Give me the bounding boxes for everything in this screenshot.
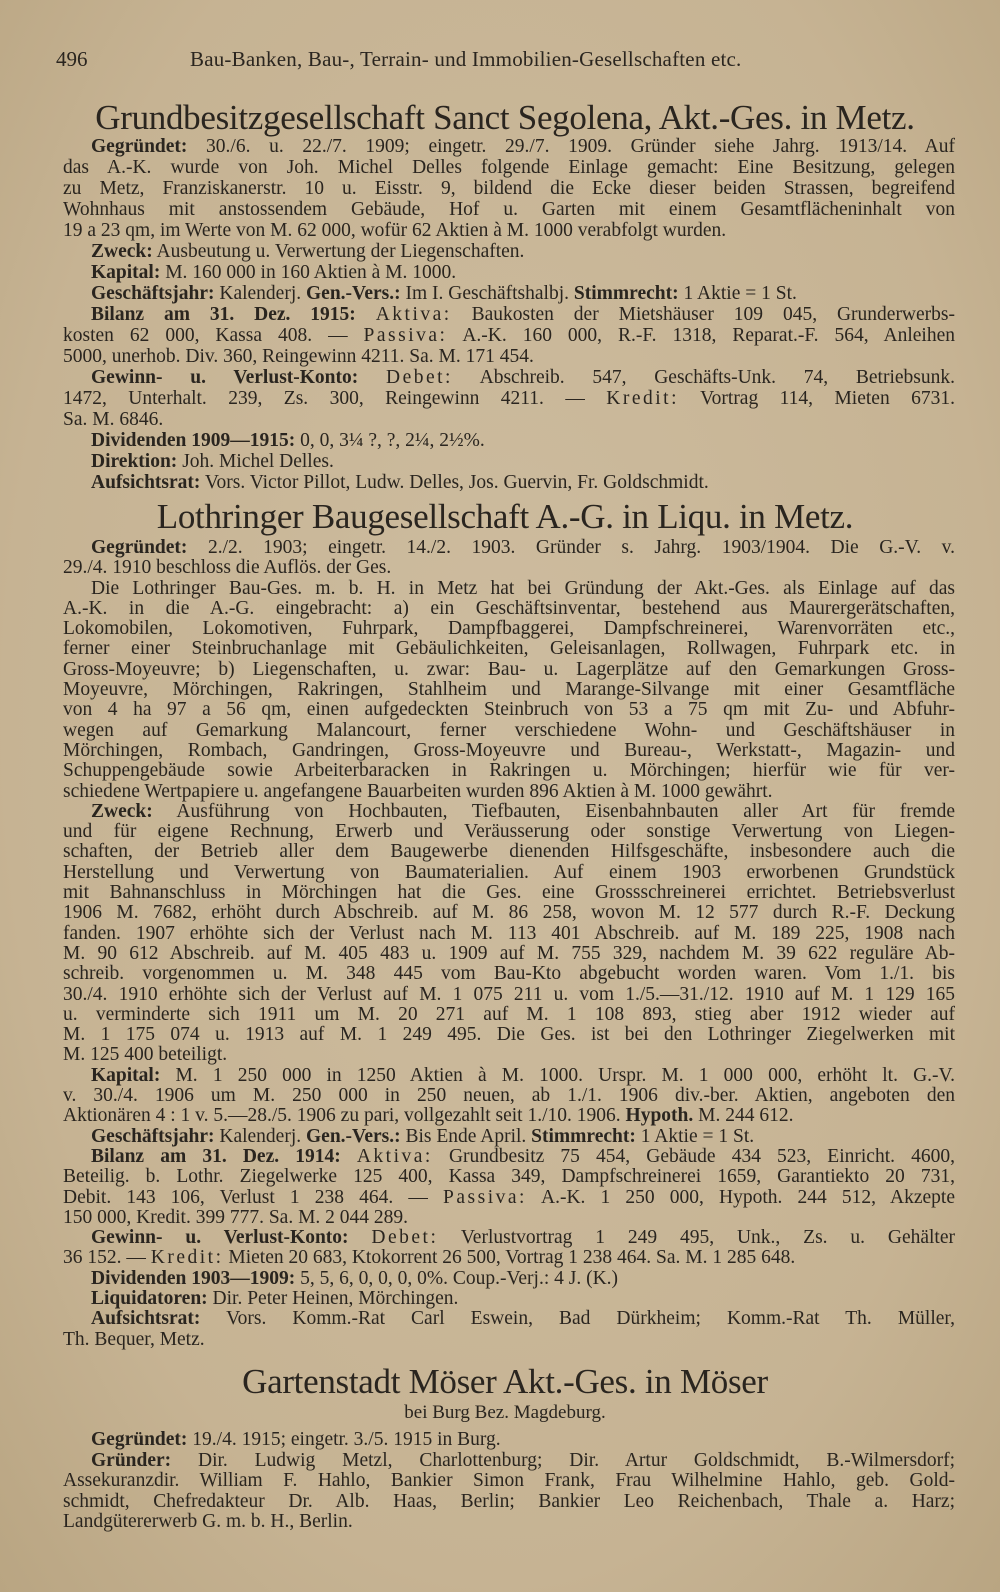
bold-label: Gewinn- u. Verlust-Konto: [91, 1227, 349, 1249]
text-segment [349, 1227, 372, 1248]
text-segment: Beteilig. b. Lothr. Ziegelwerke 125 400, Kassa 349, Dampfschreinerei 1659, Garantiekto 20 731, [63, 1166, 955, 1188]
text-line [63, 1025, 955, 1045]
bold-label: Geschäftsjahr: [91, 283, 215, 304]
text-line [63, 1188, 955, 1208]
text-line [63, 1127, 955, 1147]
text-line [63, 325, 955, 346]
text-line [63, 367, 955, 388]
text-line [63, 599, 955, 619]
paragraph [63, 430, 955, 451]
bold-label: Aufsichtsrat: [91, 1308, 201, 1330]
text-segment: M. 90 612 Abschreib. auf M. 405 483 u. 1909 auf M. 755 329, nachdem M. 39 622 reguläre Ab- [63, 942, 955, 964]
paragraph [63, 1269, 955, 1289]
bold-label: Bilanz am 31. Dez. 1915: [91, 304, 356, 325]
text-segment: ferner einer Steinbruchanlage mit Gebäulichkeiten, Geleisanlagen, Rollwagen, Fuhrpark etc. in [63, 638, 955, 660]
bold-label: Gegründet: [91, 537, 188, 558]
text-segment: fanden. 1907 erhöhte sich der Verlust nach M. 113 401 Abschreib. auf M. 189 225, 1908 nach [63, 922, 955, 944]
bold-label: Hypoth. [625, 1105, 694, 1127]
text-line [63, 782, 955, 802]
text-line [63, 741, 955, 761]
text-segment: A.-K. 160 000, R.-F. 1318, Reparat.-F. 564, Anleihen [447, 325, 955, 346]
text-segment: Aktionären 4 : 1 v. 5.—28./5. 1906 zu pari, vollgezahlt seit 1./10. 1906. [63, 1105, 626, 1127]
entry-body-segolena [63, 136, 955, 493]
text-segment: schreib. vorgenommen u. M. 348 445 vom Bau-Kto abgebucht worden waren. Vom 1./1. bis [63, 963, 955, 985]
paragraph [63, 1430, 955, 1451]
text-segment: von 4 ha 97 a 56 qm, einen aufgedeckten Steinbruch von 53 a 75 qm mit Zu- und Abfuhr- [63, 699, 955, 721]
text-segment: Abschreib. 547, Geschäfts-Unk. 74, Betriebsunk. [452, 367, 955, 388]
bold-label: Gegründet: [91, 1429, 188, 1450]
text-line [63, 1269, 955, 1289]
text-segment: Mörchingen, Rombach, Gandringen, Gross-Moyeuvre und Bureau-, Werkstatt-, Magazin- und [63, 739, 955, 761]
paragraph [63, 802, 955, 1066]
text-line [63, 136, 955, 157]
paragraph [63, 1228, 955, 1269]
text-line [63, 944, 955, 964]
entry-title-segolena: Grundbesitzgesellschaft Sanct Segolena, Akt.-Ges. in Metz. [95, 98, 915, 137]
paragraph [63, 472, 955, 493]
paragraph [63, 367, 955, 430]
text-segment: 29./4. 1910 beschloss die Auflös. der Ges. [63, 557, 392, 579]
spaced-label: Aktiva: [375, 304, 452, 325]
bold-label: Gegründet: [91, 136, 188, 157]
text-line [63, 1492, 955, 1513]
text-segment: 1 Aktie = 1 St. [635, 1125, 755, 1147]
text-line [63, 924, 955, 944]
text-line [63, 1208, 955, 1228]
text-line [63, 346, 955, 367]
text-segment: 1906 M. 7682, erhöht durch Abschreib. auf M. 86 258, wovon M. 12 577 durch R.-F. Deckung [63, 902, 955, 924]
paragraph [63, 451, 955, 472]
paragraph [63, 241, 955, 262]
text-segment: M. 1 250 000 in 1250 Aktien à M. 1000. Urspr. M. 1 000 000, erhöht lt. G.-V. [160, 1064, 955, 1086]
text-segment: Dir. Peter Heinen, Mörchingen. [207, 1287, 459, 1309]
text-line [63, 220, 955, 241]
spaced-label: Passiva: [363, 325, 448, 346]
text-line [63, 262, 955, 283]
text-line [63, 1289, 955, 1309]
text-line [63, 1147, 955, 1167]
text-line [63, 304, 955, 325]
bold-label: Dividenden 1909—1915: [91, 430, 296, 451]
paragraph [63, 1147, 955, 1228]
text-line [63, 157, 955, 178]
paragraph [63, 1309, 955, 1350]
paragraph [63, 1451, 955, 1533]
text-line [63, 1228, 955, 1248]
text-segment: Ausführung von Hochbauten, Tiefbauten, Eisenbahnbauten aller Art für fremde [152, 800, 955, 822]
text-segment: schiedene Wertpapiere u. angefangene Bauarbeiten wurden 896 Aktien à M. 1000 gewährt. [63, 780, 773, 802]
text-line [63, 1005, 955, 1025]
paragraph [63, 1127, 955, 1147]
text-segment: Kalenderj. [214, 283, 306, 304]
text-segment: Mieten 20 683, Ktokorrent 26 500, Vortrag 1 238 464. Sa. M. 1 285 648. [223, 1247, 796, 1269]
entry-title-gartenstadt: Gartenstadt Möser Akt.-Ges. in Möser [242, 1362, 768, 1401]
spaced-label: Debet: [386, 367, 453, 388]
text-segment: 5, 5, 6, 0, 0, 0, 0%. Coup.-Verj.: 4 J. (K.) [295, 1267, 619, 1289]
bold-label: Aufsichtsrat: [91, 472, 201, 493]
text-line [63, 903, 955, 923]
text-line [63, 579, 955, 599]
text-segment: Sa. M. 6846. [63, 409, 164, 430]
text-line [63, 863, 955, 883]
text-line [63, 822, 955, 842]
text-segment: zu Metz, Franziskanerstr. 10 u. Eisstr. 9, bildend die Ecke dieser beiden Strassen, begreifend [63, 178, 955, 199]
text-segment: Verlustvortrag 1 249 495, Unk., Zs. u. Gehälter [438, 1227, 955, 1249]
text-segment: Moyeuvre, Mörchingen, Rakringen, Stahlheim und Marange-Silvange mit einer Gesamtfläche [63, 679, 955, 701]
bold-label: Kapital: [91, 1064, 161, 1086]
text-segment: M. 125 400 beteiligt. [63, 1044, 228, 1066]
text-segment: Assekuranzdir. William F. Hahlo, Bankier Simon Frank, Frau Wilhelmine Hahlo, geb. Gold- [63, 1470, 955, 1491]
text-segment: 36 152. — [63, 1247, 151, 1269]
text-line [63, 409, 955, 430]
text-line [63, 199, 955, 220]
text-segment: Debit. 143 106, Verlust 1 238 464. — [63, 1186, 444, 1208]
text-segment: Kalenderj. [214, 1125, 306, 1147]
text-segment: 0, 0, 3¼ ?, ?, 2¼, 2½%. [295, 430, 485, 451]
text-segment: Dir. Ludwig Metzl, Charlottenburg; Dir. Artur Goldschmidt, B.-Wilmersdorf; [171, 1449, 955, 1471]
text-line [63, 1167, 955, 1187]
text-line [63, 388, 955, 409]
paragraph [63, 304, 955, 367]
paragraph [63, 262, 955, 283]
text-segment: A.-K. in die A.-G. eingebracht: a) ein Geschäftsinventar, bestehend aus Maurergerätschaften, [63, 597, 955, 619]
text-segment: Im I. Geschäftshalbj. [400, 283, 574, 304]
text-segment: mit Bahnanschluss in Mörchingen hat die Ges. eine Grossschreinerei errichtet. Betriebsverlust [63, 882, 955, 904]
text-segment: 30./6. u. 22./7. 1909; eingetr. 29./7. 1909. Gründer siehe Jahrg. 1913/14. Auf [187, 136, 955, 157]
running-head: Bau-Banken, Bau-, Terrain- und Immobilien-Gesellschaften etc. [190, 47, 742, 71]
bold-label: Zweck: [91, 800, 153, 822]
text-segment: 5000, unerhob. Div. 360, Reingewinn 4211. Sa. M. 171 454. [63, 346, 534, 367]
spaced-label: Aktiva: [356, 1145, 433, 1167]
spaced-label: Debet: [371, 1227, 439, 1249]
text-segment: 1 Aktie = 1 St. [678, 283, 797, 304]
text-segment [341, 1146, 357, 1167]
text-segment: 150 000, Kredit. 399 777. Sa. M. 2 044 289. [63, 1206, 409, 1228]
text-segment: u. verminderte sich 1911 um M. 20 271 auf M. 1 108 893, stieg aber 1912 wieder auf [63, 1003, 955, 1025]
text-segment: Vors. Victor Pillot, Ludw. Delles, Jos. Guervin, Fr. Goldschmidt. [200, 472, 709, 493]
text-segment: A.-K. 1 250 000, Hypoth. 244 512, Akzepte [526, 1186, 955, 1208]
text-segment: 19 a 23 qm, im Werte von M. 62 000, wofür 62 Aktien à M. 1000 verabfolgt wurden. [63, 220, 727, 241]
text-segment [358, 367, 386, 388]
bold-label: Geschäftsjahr: [91, 1125, 215, 1147]
spaced-label: Kredit: [606, 388, 680, 409]
text-segment: Gross-Moyeuvre; b) Liegenschaften, u. zwar: Bau- u. Lagerplätze auf den Gemarkungen Gross- [63, 658, 955, 680]
bold-label: Gen.-Vers.: [306, 1125, 401, 1147]
text-line [63, 761, 955, 781]
text-segment: Baukosten der Mietshäuser 109 045, Grunderwerbs- [451, 304, 955, 325]
spaced-label: Kredit: [150, 1247, 224, 1269]
text-segment: Bis Ende April. [400, 1125, 532, 1147]
text-line [63, 178, 955, 199]
spaced-label: Passiva: [443, 1186, 527, 1208]
bold-label: Gewinn- u. Verlust-Konto: [91, 367, 359, 388]
text-segment: Vors. Komm.-Rat Carl Eswein, Bad Dürkheim; Komm.-Rat Th. Müller, [200, 1308, 955, 1330]
text-segment: kosten 62 000, Kassa 408. — [63, 325, 364, 346]
entry-body-lothringer [63, 538, 955, 1350]
text-line [63, 1086, 955, 1106]
text-segment: M. 160 000 in 160 Aktien à M. 1000. [160, 262, 457, 283]
paragraph [63, 579, 955, 802]
text-line [63, 802, 955, 822]
bold-label: Direktion: [91, 451, 178, 472]
text-line [63, 1430, 955, 1451]
text-line [63, 558, 955, 578]
text-segment: v. 30./4. 1906 um M. 250 000 in 250 neuen, ab 1./1. 1906 div.-ber. Aktien, angeboten den [63, 1085, 955, 1107]
text-line [63, 639, 955, 659]
text-line [63, 964, 955, 984]
text-segment: Schuppengebäude sowie Arbeiterbaracken in Rakringen u. Mörchingen; hierfür wie für ver- [63, 760, 955, 782]
entry-subtitle-gartenstadt: bei Burg Bez. Magdeburg. [404, 1402, 606, 1423]
bold-label: Dividenden 1903—1909: [91, 1267, 296, 1289]
text-line [63, 1106, 955, 1126]
text-segment: M. 1 175 074 u. 1913 auf M. 1 249 495. Die Ges. ist bei den Lothringer Ziegelwerken mit [63, 1024, 955, 1046]
text-line [63, 283, 955, 304]
bold-label: Bilanz am 31. Dez. 1914: [91, 1145, 341, 1167]
paragraph [63, 1289, 955, 1309]
text-segment: schaften, der Betrieb aller dem Baugewerbe dienenden Hilfsgeschäfte, insbesondere auch die [63, 841, 955, 863]
bold-label: Stimmrecht: [573, 283, 679, 304]
text-line [63, 700, 955, 720]
text-line [63, 430, 955, 451]
paragraph [63, 538, 955, 579]
bold-label: Stimmrecht: [531, 1125, 636, 1147]
text-line [63, 1309, 955, 1329]
text-line [63, 619, 955, 639]
text-line [63, 1248, 955, 1268]
text-segment: Vortrag 114, Mieten 6731. [679, 388, 955, 409]
text-segment: schmidt, Chefredakteur Dr. Alb. Haas, Berlin; Bankier Leo Reichenbach, Thale a. Harz; [63, 1490, 955, 1512]
text-segment: das A.-K. wurde von Joh. Michel Delles folgende Einlage gemacht: Eine Besitzung, gelegen [63, 157, 955, 178]
text-segment: Herstellung und Verwertung von Baumaterialien. Auf einem 1903 erworbenen Grundstück [63, 861, 955, 883]
text-line [63, 451, 955, 472]
text-line [63, 1330, 955, 1350]
paragraph [63, 136, 955, 241]
bold-label: Zweck: [91, 241, 153, 262]
text-segment: Die Lothringer Bau-Ges. m. b. H. in Metz hat bei Gründung der Akt.-Ges. als Einlage auf das [91, 577, 955, 599]
text-segment: Lokomobilen, Lokomotiven, Fuhrpark, Dampfbaggerei, Dampfschreinerei, Warenvorräten etc., [63, 618, 955, 640]
text-line [63, 1045, 955, 1065]
text-segment: Th. Bequer, Metz. [63, 1328, 205, 1350]
text-line [63, 1451, 955, 1472]
text-line [63, 538, 955, 558]
text-line [63, 842, 955, 862]
page-number: 496 [56, 47, 88, 71]
text-line [63, 680, 955, 700]
entry-body-gartenstadt [63, 1430, 955, 1533]
entry-title-lothringer: Lothringer Baugesellschaft A.-G. in Liqu. in Metz. [156, 497, 854, 536]
text-segment: Landgütererwerb G. m. b. H., Berlin. [63, 1511, 353, 1532]
bold-label: Gründer: [91, 1449, 172, 1471]
text-segment: M. 244 612. [693, 1105, 794, 1127]
text-line [63, 1512, 955, 1533]
text-segment [356, 304, 376, 325]
text-line [63, 721, 955, 741]
text-line [63, 472, 955, 493]
text-segment: Wohnhaus mit anstossendem Gebäude, Hof u. Garten mit einem Gesamtflächeninhalt von [63, 199, 955, 220]
paragraph [63, 1066, 955, 1127]
paragraph [63, 283, 955, 304]
text-line [63, 1066, 955, 1086]
text-line [63, 660, 955, 680]
text-line [63, 1471, 955, 1492]
bold-label: Liquidatoren: [91, 1287, 208, 1309]
text-segment: Ausbeutung u. Verwertung der Liegenschaften. [152, 241, 525, 262]
text-segment: 1472, Unterhalt. 239, Zs. 300, Reingewinn 4211. — [63, 388, 607, 409]
text-segment: und für eigene Rechnung, Erwerb und Veräusserung oder sonstige Verwertung von Liegen- [63, 821, 955, 843]
text-line [63, 985, 955, 1005]
text-line [63, 241, 955, 262]
text-segment: Grundbesitz 75 454, Gebäude 434 523, Einricht. 4600, [432, 1145, 955, 1167]
text-line [63, 883, 955, 903]
text-segment: wegen auf Gemarkung Malancourt, ferner verschiedene Wohn- und Geschäftshäuser in [63, 719, 955, 741]
bold-label: Gen.-Vers.: [306, 283, 401, 304]
text-segment: 19./4. 1915; eingetr. 3./5. 1915 in Burg. [187, 1429, 501, 1450]
text-segment: 30./4. 1910 erhöhte sich der Verlust auf M. 1 075 211 u. vom 1./5.—31./12. 1910 auf M. 1 129 165 [63, 983, 955, 1005]
text-segment: 2./2. 1903; eingetr. 14./2. 1903. Gründer s. Jahrg. 1903/1904. Die G.-V. v. [187, 537, 955, 558]
bold-label: Kapital: [91, 262, 161, 283]
text-segment: Joh. Michel Delles. [177, 451, 334, 472]
